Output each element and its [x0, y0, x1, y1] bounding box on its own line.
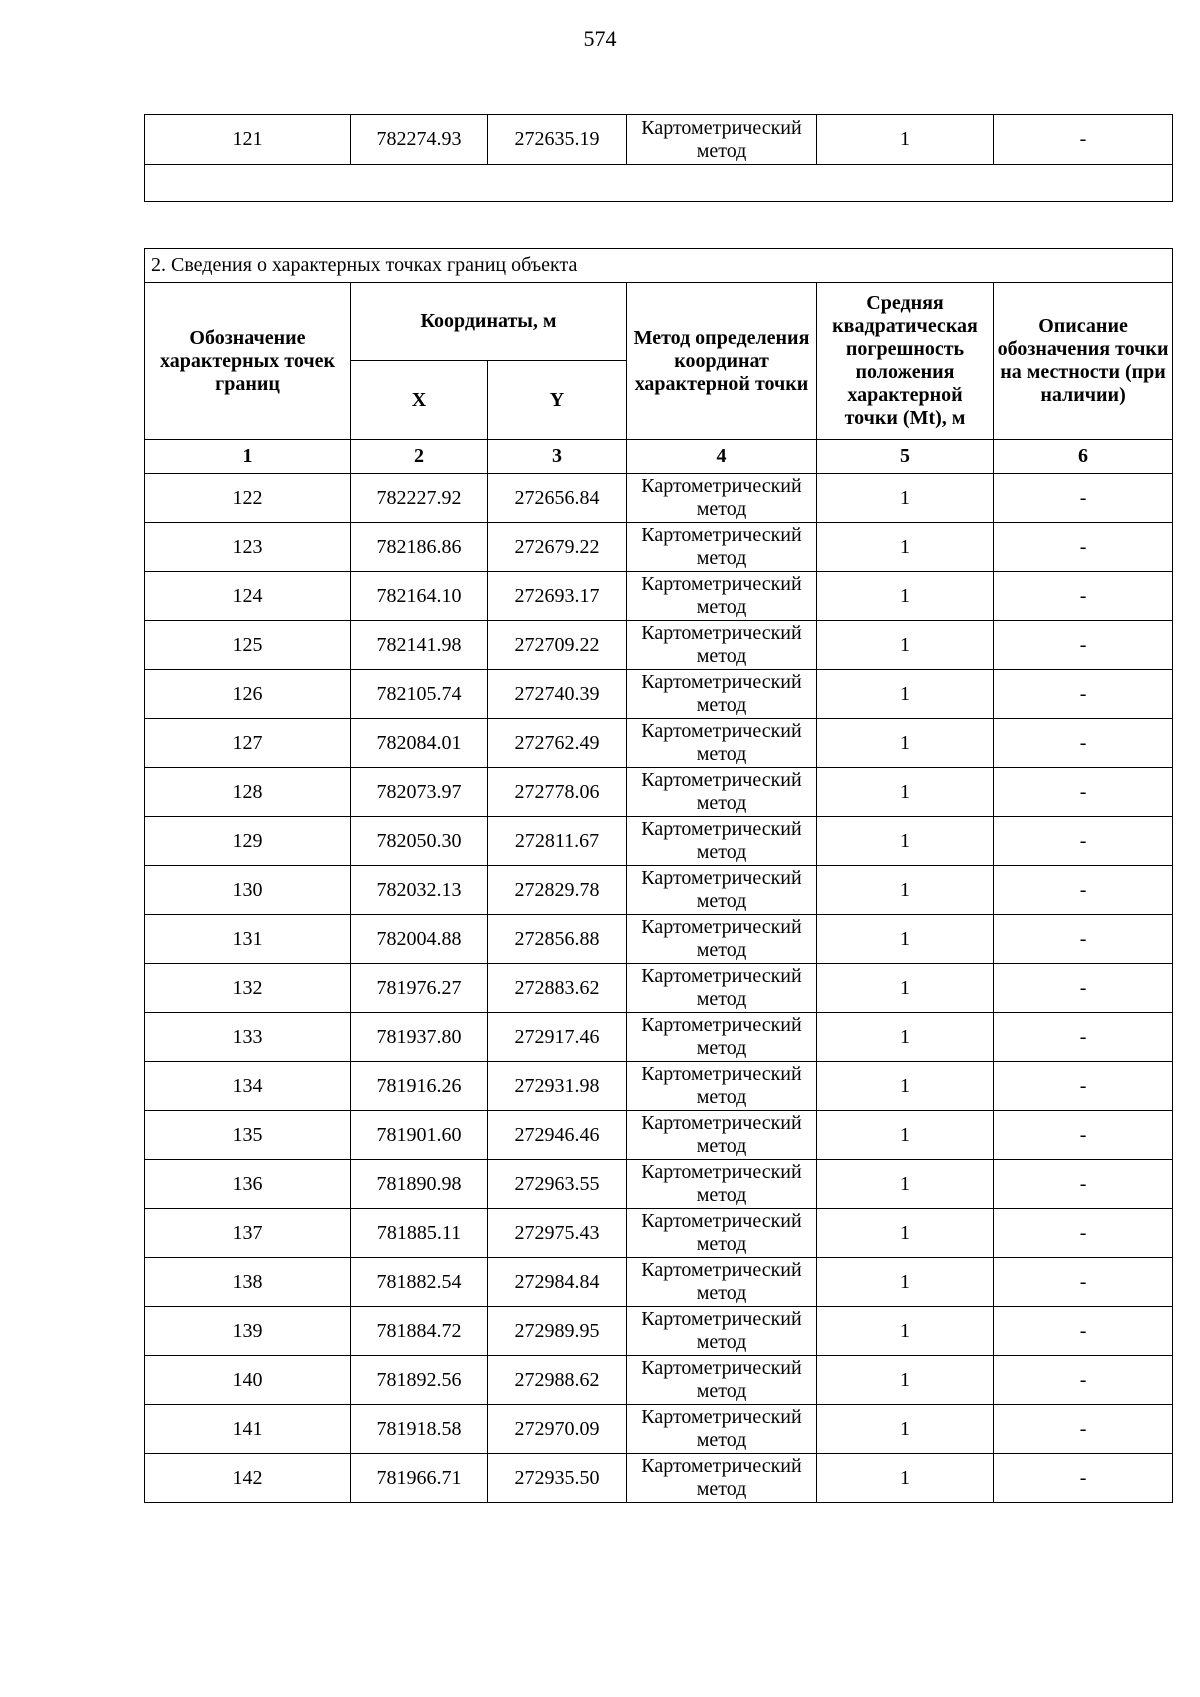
method: Картометрический метод [627, 964, 817, 1013]
method: Картометрический метод [627, 1258, 817, 1307]
mt-value: 1 [817, 474, 994, 523]
table-row [145, 1307, 1173, 1356]
point-number: 135 [145, 1111, 351, 1160]
point-number: 126 [145, 670, 351, 719]
coord-y: 272935.50 [488, 1454, 627, 1503]
table-row [145, 1160, 1173, 1209]
coord-x: 782004.88 [351, 915, 488, 964]
coord-x: 782274.93 [351, 115, 488, 165]
header-y: Y [488, 361, 627, 440]
table-row [145, 1454, 1173, 1503]
coord-y: 272970.09 [488, 1405, 627, 1454]
header-x: X [351, 361, 488, 440]
header-points: Обозначение характерных точек границ [145, 283, 351, 440]
method: Картометрический метод [627, 621, 817, 670]
table-row [145, 1062, 1173, 1111]
mt-value: 1 [817, 1454, 994, 1503]
description: - [994, 1307, 1173, 1356]
coord-y: 272963.55 [488, 1160, 627, 1209]
header-row [145, 283, 1173, 361]
description: - [994, 474, 1173, 523]
method: Картометрический метод [627, 1405, 817, 1454]
method: Картометрический метод [627, 719, 817, 768]
continuation-table [144, 114, 1173, 202]
description: - [994, 1258, 1173, 1307]
point-number: 142 [145, 1454, 351, 1503]
header-error: Средняя квадратическая погрешность положения характерной точки (Mt), м [817, 283, 994, 440]
mt-value: 1 [817, 915, 994, 964]
coord-x: 782141.98 [351, 621, 488, 670]
point-number: 122 [145, 474, 351, 523]
description: - [994, 1356, 1173, 1405]
method: Картометрический метод [627, 866, 817, 915]
empty-row [145, 165, 1173, 202]
point-number: 121 [145, 115, 351, 165]
table-row [145, 1405, 1173, 1454]
method: Картометрический метод [627, 768, 817, 817]
method: Картометрический метод [627, 1013, 817, 1062]
method: Картометрический метод [627, 1356, 817, 1405]
point-number: 138 [145, 1258, 351, 1307]
method: Картометрический метод [627, 1062, 817, 1111]
table-row [145, 866, 1173, 915]
coord-y: 272856.88 [488, 915, 627, 964]
table-row [145, 621, 1173, 670]
mt-value: 1 [817, 621, 994, 670]
method: Картометрический метод [627, 1454, 817, 1503]
point-number: 127 [145, 719, 351, 768]
mt-value: 1 [817, 670, 994, 719]
coord-x: 782164.10 [351, 572, 488, 621]
header-coords: Координаты, м [351, 283, 627, 361]
coord-y: 272975.43 [488, 1209, 627, 1258]
coord-x: 782186.86 [351, 523, 488, 572]
mt-value: 1 [817, 768, 994, 817]
table-row [145, 1111, 1173, 1160]
table-row [145, 768, 1173, 817]
method: Картометрический метод [627, 572, 817, 621]
coord-y: 272778.06 [488, 768, 627, 817]
coord-y: 272984.84 [488, 1258, 627, 1307]
point-number: 139 [145, 1307, 351, 1356]
coord-x: 781966.71 [351, 1454, 488, 1503]
coord-x: 781892.56 [351, 1356, 488, 1405]
coord-x: 781976.27 [351, 964, 488, 1013]
column-numbers-row [145, 440, 1173, 474]
col-number: 4 [627, 440, 817, 474]
description: - [994, 1209, 1173, 1258]
coord-y: 272635.19 [488, 115, 627, 165]
boundary-points-table [144, 248, 1173, 1503]
point-number: 133 [145, 1013, 351, 1062]
point-number: 141 [145, 1405, 351, 1454]
point-number: 140 [145, 1356, 351, 1405]
coord-x: 781890.98 [351, 1160, 488, 1209]
coord-y: 272883.62 [488, 964, 627, 1013]
coord-y: 272679.22 [488, 523, 627, 572]
point-number: 128 [145, 768, 351, 817]
coord-x: 781916.26 [351, 1062, 488, 1111]
coord-x: 782032.13 [351, 866, 488, 915]
description: - [994, 572, 1173, 621]
point-number: 125 [145, 621, 351, 670]
mt-value: 1 [817, 1209, 994, 1258]
table-row [145, 670, 1173, 719]
col-number: 2 [351, 440, 488, 474]
coord-x: 782084.01 [351, 719, 488, 768]
mt-value: 1 [817, 719, 994, 768]
description: - [994, 1454, 1173, 1503]
coord-x: 782105.74 [351, 670, 488, 719]
coord-x: 782073.97 [351, 768, 488, 817]
mt-value: 1 [817, 1307, 994, 1356]
description: - [994, 817, 1173, 866]
description: - [994, 1062, 1173, 1111]
point-number: 130 [145, 866, 351, 915]
mt-value: 1 [817, 1062, 994, 1111]
description: - [994, 1111, 1173, 1160]
mt-value: 1 [817, 1405, 994, 1454]
mt-value: 1 [817, 1160, 994, 1209]
coord-y: 272709.22 [488, 621, 627, 670]
description: - [994, 964, 1173, 1013]
col-number: 6 [994, 440, 1173, 474]
table-row [145, 964, 1173, 1013]
table-row [145, 474, 1173, 523]
method: Картометрический метод [627, 523, 817, 572]
table-row [145, 1356, 1173, 1405]
coord-x: 781937.80 [351, 1013, 488, 1062]
description: - [994, 719, 1173, 768]
point-number: 129 [145, 817, 351, 866]
mt-value: 1 [817, 572, 994, 621]
method: Картометрический метод [627, 1209, 817, 1258]
method: Картометрический метод [627, 1111, 817, 1160]
coord-x: 781882.54 [351, 1258, 488, 1307]
coord-x: 781884.72 [351, 1307, 488, 1356]
section-title: 2. Сведения о характерных точках границ объекта [145, 249, 1173, 283]
method: Картометрический метод [627, 915, 817, 964]
coord-y: 272946.46 [488, 1111, 627, 1160]
method: Картометрический метод [627, 817, 817, 866]
point-number: 123 [145, 523, 351, 572]
table-row [145, 915, 1173, 964]
col-number: 5 [817, 440, 994, 474]
coord-x: 781885.11 [351, 1209, 488, 1258]
point-number: 134 [145, 1062, 351, 1111]
table-row [145, 817, 1173, 866]
table-row [145, 115, 1173, 165]
coord-y: 272762.49 [488, 719, 627, 768]
coord-y: 272811.67 [488, 817, 627, 866]
mt-value: 1 [817, 1111, 994, 1160]
description: - [994, 621, 1173, 670]
method: Картометрический метод [627, 670, 817, 719]
table-row [145, 1209, 1173, 1258]
coord-y: 272931.98 [488, 1062, 627, 1111]
mt-value: 1 [817, 817, 994, 866]
description: - [994, 115, 1173, 165]
description: - [994, 523, 1173, 572]
description: - [994, 866, 1173, 915]
method: Картометрический метод [627, 1307, 817, 1356]
coord-x: 781918.58 [351, 1405, 488, 1454]
description: - [994, 915, 1173, 964]
col-number: 3 [488, 440, 627, 474]
method: Картометрический метод [627, 115, 817, 165]
mt-value: 1 [817, 1258, 994, 1307]
mt-value: 1 [817, 964, 994, 1013]
coord-y: 272917.46 [488, 1013, 627, 1062]
mt-value: 1 [817, 115, 994, 165]
header-method: Метод определения координат характерной точки [627, 283, 817, 440]
method: Картометрический метод [627, 474, 817, 523]
mt-value: 1 [817, 1356, 994, 1405]
table-row [145, 1258, 1173, 1307]
coord-x: 782050.30 [351, 817, 488, 866]
description: - [994, 1160, 1173, 1209]
point-number: 124 [145, 572, 351, 621]
point-number: 132 [145, 964, 351, 1013]
description: - [994, 670, 1173, 719]
method: Картометрический метод [627, 1160, 817, 1209]
page-number: 574 [583, 26, 617, 51]
coord-y: 272740.39 [488, 670, 627, 719]
table-row [145, 572, 1173, 621]
table-row [145, 719, 1173, 768]
point-number: 136 [145, 1160, 351, 1209]
coord-x: 781901.60 [351, 1111, 488, 1160]
table-row [145, 1013, 1173, 1062]
coord-y: 272989.95 [488, 1307, 627, 1356]
coord-x: 782227.92 [351, 474, 488, 523]
col-number: 1 [145, 440, 351, 474]
coord-y: 272988.62 [488, 1356, 627, 1405]
coord-y: 272693.17 [488, 572, 627, 621]
mt-value: 1 [817, 523, 994, 572]
description: - [994, 768, 1173, 817]
header-desc: Описание обозначения точки на местности (при наличии) [994, 283, 1173, 440]
point-number: 137 [145, 1209, 351, 1258]
table-row [145, 523, 1173, 572]
description: - [994, 1405, 1173, 1454]
mt-value: 1 [817, 866, 994, 915]
section-title-row [145, 249, 1173, 283]
description: - [994, 1013, 1173, 1062]
coord-y: 272656.84 [488, 474, 627, 523]
point-number: 131 [145, 915, 351, 964]
mt-value: 1 [817, 1013, 994, 1062]
coord-y: 272829.78 [488, 866, 627, 915]
